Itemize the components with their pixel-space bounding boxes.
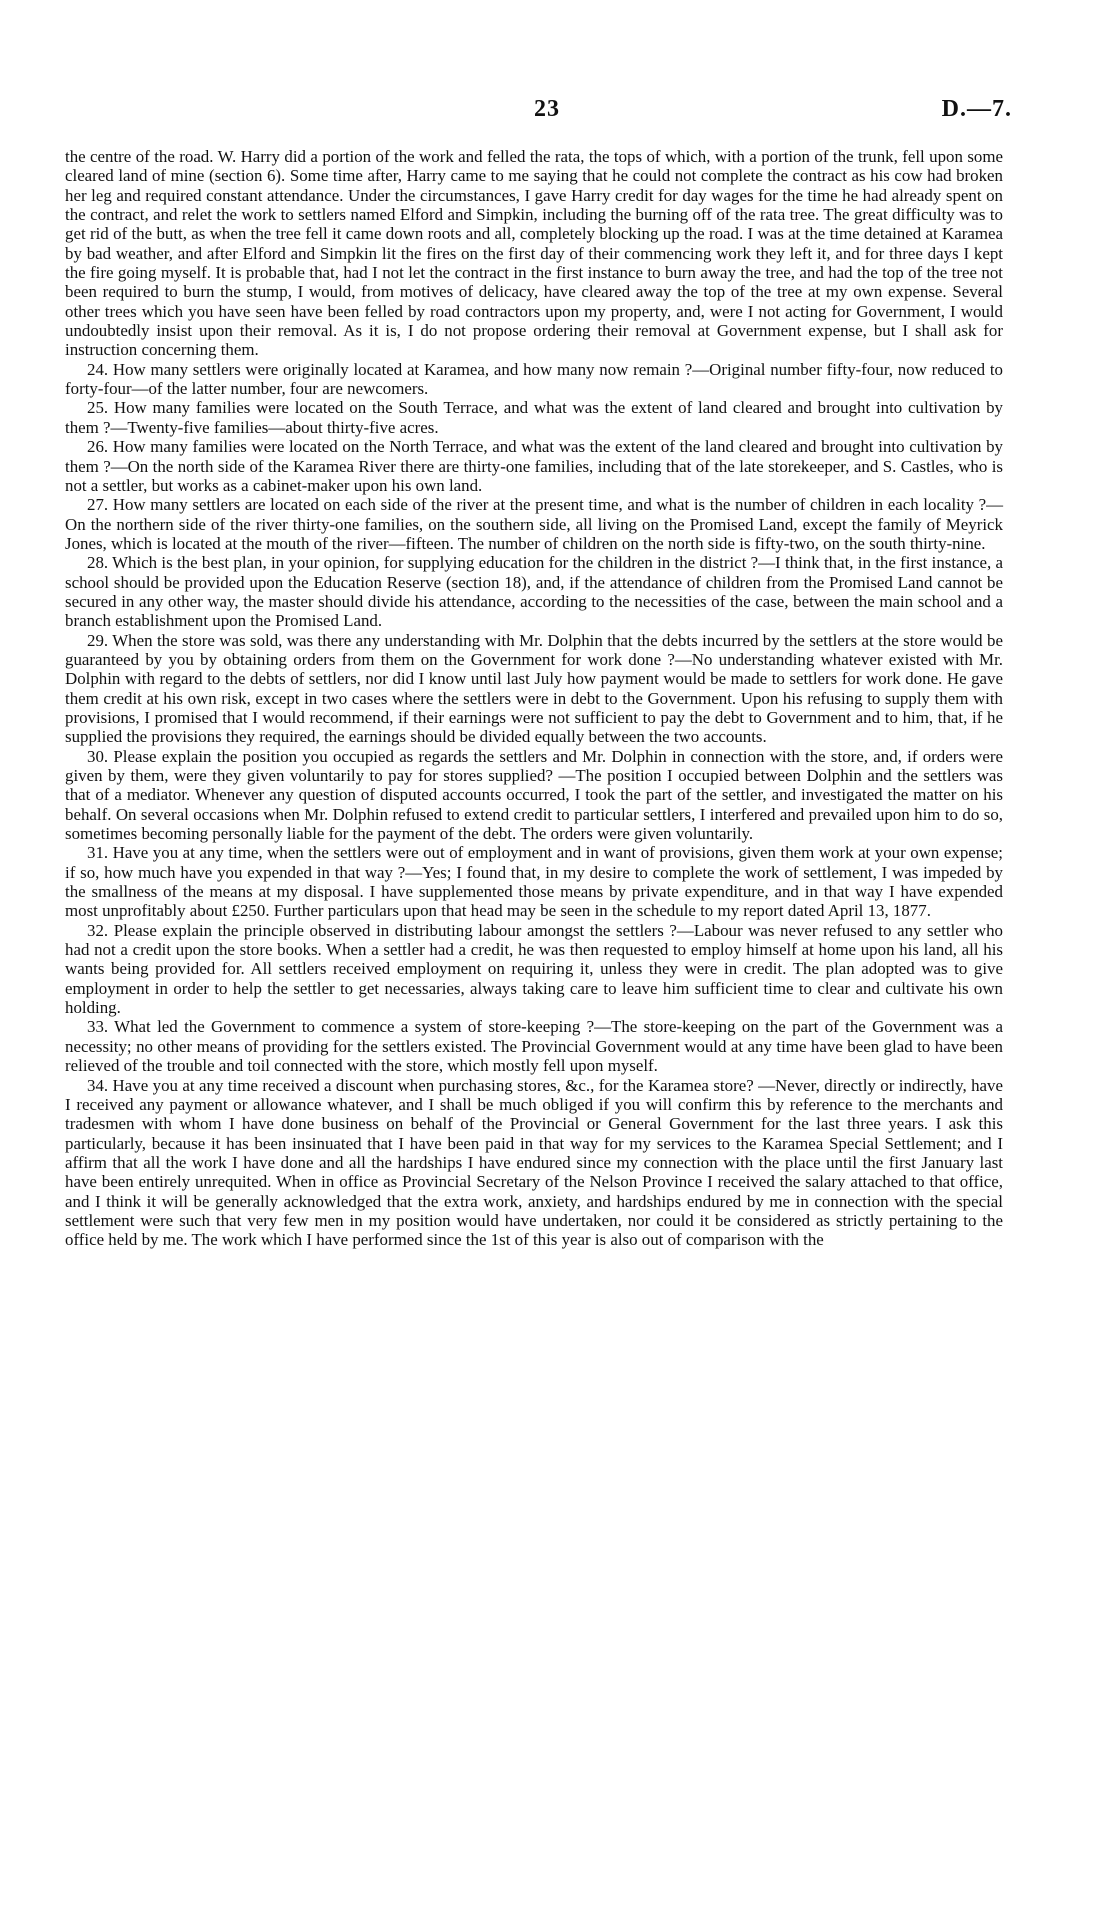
question-29: 29. When the store was sold, was there any understanding with Mr. Dolphin that the debts incurred by the settlers at the store would be guaranteed by you by obtaining orders from them on the Government for work done ?—No understanding whatever existed with Mr. Dolphin with regard to the debts of settlers, nor did I know until last July how payment would be made to settlers for work done. He gave them credit at his own risk, except in two cases where the settlers were in debt to the Government. Upon his refusing to supply them with provisions, I promised that I would recommend, if their earnings were not sufficient to pay the debt to Government and to him, that, if he supplied the provisions they required, the earnings should be divided equally between the two accounts. xyxy=(65,630,1003,747)
question-24: 24. How many settlers were originally located at Karamea, and how many now remain ?—Original number fifty-four, now reduced to forty-four—of the latter number, four are newcomers. xyxy=(65,359,1003,399)
question-30: 30. Please explain the position you occupied as regards the settlers and Mr. Dolphin in connection with the store, and, if orders were given by them, were they given voluntarily to pay for stores supplied? —The position I occupied between Dolphin and the settlers was that of a mediator. Whenever any question of disputed accounts occurred, I took the part of the settler, and investigated the matter on his behalf. On several occasions when Mr. Dolphin refused to extend credit to particular settlers, I interfered and prevailed upon him to do so, sometimes becoming personally liable for the payment of the debt. The orders were given voluntarily. xyxy=(65,746,1003,844)
document-reference: D.—7. xyxy=(941,96,1012,122)
body-text xyxy=(65,147,1003,1250)
question-27: 27. How many settlers are located on each side of the river at the present time, and what is the number of children in each locality ?—On the northern side of the river thirty-one families, on the southern side, all living on the Promised Land, except the family of Meyrick Jones, which is located at the mouth of the river—fifteen. The number of children on the north side is fifty-two, on the south thirty-nine. xyxy=(65,495,1003,553)
continuation-paragraph: the centre of the road. W. Harry did a portion of the work and felled the rata, the tops of which, with a portion of the trunk, fell upon some cleared land of mine (section 6). Some time after, Harry came to me saying that he could not complete the contract as his cow had broken her leg and required constant attendance. Under the circumstances, I gave Harry credit for day wages for the time he had already spent on the contract, and relet the work to settlers named Elford and Simpkin, including the burning off of the rata tree. The great difficulty was to get rid of the butt, as when the tree fell it came down roots and all, completely blocking up the road. I was at the time detained at Karamea by bad weather, and after Elford and Simpkin lit the fires on the first day of their commencing work they left it, and for three days I kept the fire going myself. It is probable that, had I not let the contract in the first instance to burn away the tree, and had the top of the tree not been required to burn the stump, I would, from motives of delicacy, have cleared away the top of the tree at my own expense. Several other trees which you have seen have been felled by road contractors upon my property, and, were I not acting for Government, I would undoubtedly insist upon their removal. As it is, I do not propose ordering their removal at Government expense, but I shall ask for instruction concerning them. xyxy=(65,147,1003,360)
question-32: 32. Please explain the principle observed in distributing labour amongst the settlers ?—Labour was never refused to any settler who had not a credit upon the store books. When a settler had a credit, he was then requested to employ himself at home upon his land, all his wants being provided for. All settlers received employment on requiring it, unless they were in credit. The plan adopted was to give employment in order to help the settler to get necessaries, always taking care to leave him sufficient time to clear and cultivate his own holding. xyxy=(65,920,1003,1018)
question-26: 26. How many families were located on the North Terrace, and what was the extent of the land cleared and brought into cultivation by them ?—On the north side of the Karamea River there are thirty-one families, including that of the late storekeeper, and S. Castles, who is not a settler, but works as a cabinet-maker upon his own land. xyxy=(65,437,1003,495)
question-28: 28. Which is the best plan, in your opinion, for supplying education for the children in the district ?—I think that, in the first instance, a school should be provided upon the Education Reserve (section 18), and, if the attendance of children from the Promised Land cannot be secured in any other way, the master should divide his attendance, according to the necessities of the case, between the main school and a branch establishment upon the Promised Land. xyxy=(65,553,1003,631)
page-header xyxy=(0,96,1114,130)
question-33: 33. What led the Government to commence a system of store-keeping ?—The store-keeping on the part of the Government was a necessity; no other means of providing for the settlers existed. The Provincial Government would at any time have been glad to have been relieved of the trouble and toil connected with the store, which mostly fell upon myself. xyxy=(65,1017,1003,1076)
question-31: 31. Have you at any time, when the settlers were out of employment and in want of provisions, given them work at your own expense; if so, how much have you expended in that way ?—Yes; I found that, in my desire to complete the work of settlement, I was impeded by the smallness of the means at my disposal. I have supplemented those means by private expenditure, and in that way I have expended most unprofitably about £250. Further particulars upon that head may be seen in the schedule to my report dated April 13, 1877. xyxy=(65,843,1003,921)
question-25: 25. How many families were located on the South Terrace, and what was the extent of land cleared and brought into cultivation by them ?—Twenty-five families—about thirty-five acres. xyxy=(65,398,1003,437)
question-34: 34. Have you at any time received a discount when purchasing stores, &c., for the Karamea store? —Never, directly or indirectly, have I received any payment or allowance whatever, and I shall be much obliged if you will confirm this by reference to the merchants and tradesmen with whom I have done business on behalf of the Provincial or General Government for the last three years. I ask this particularly, because it has been insinuated that I have been paid in that way for my services to the Karamea Special Settlement; and I affirm that all the work I have done and all the hardships I have endured since my connection with the place until the first January last have been entirely unrequited. When in office as Provincial Secretary of the Nelson Province I received the salary attached to that office, and I think it will be generally acknowledged that the extra work, anxiety, and hardships endured by me in connection with the special settlement were such that very few men in my position would have undertaken, nor could it be considered as strictly pertaining to the office held by me. The work which I have performed since the 1st of this year is also out of comparison with the xyxy=(65,1075,1003,1250)
page-number: 23 xyxy=(534,96,560,122)
